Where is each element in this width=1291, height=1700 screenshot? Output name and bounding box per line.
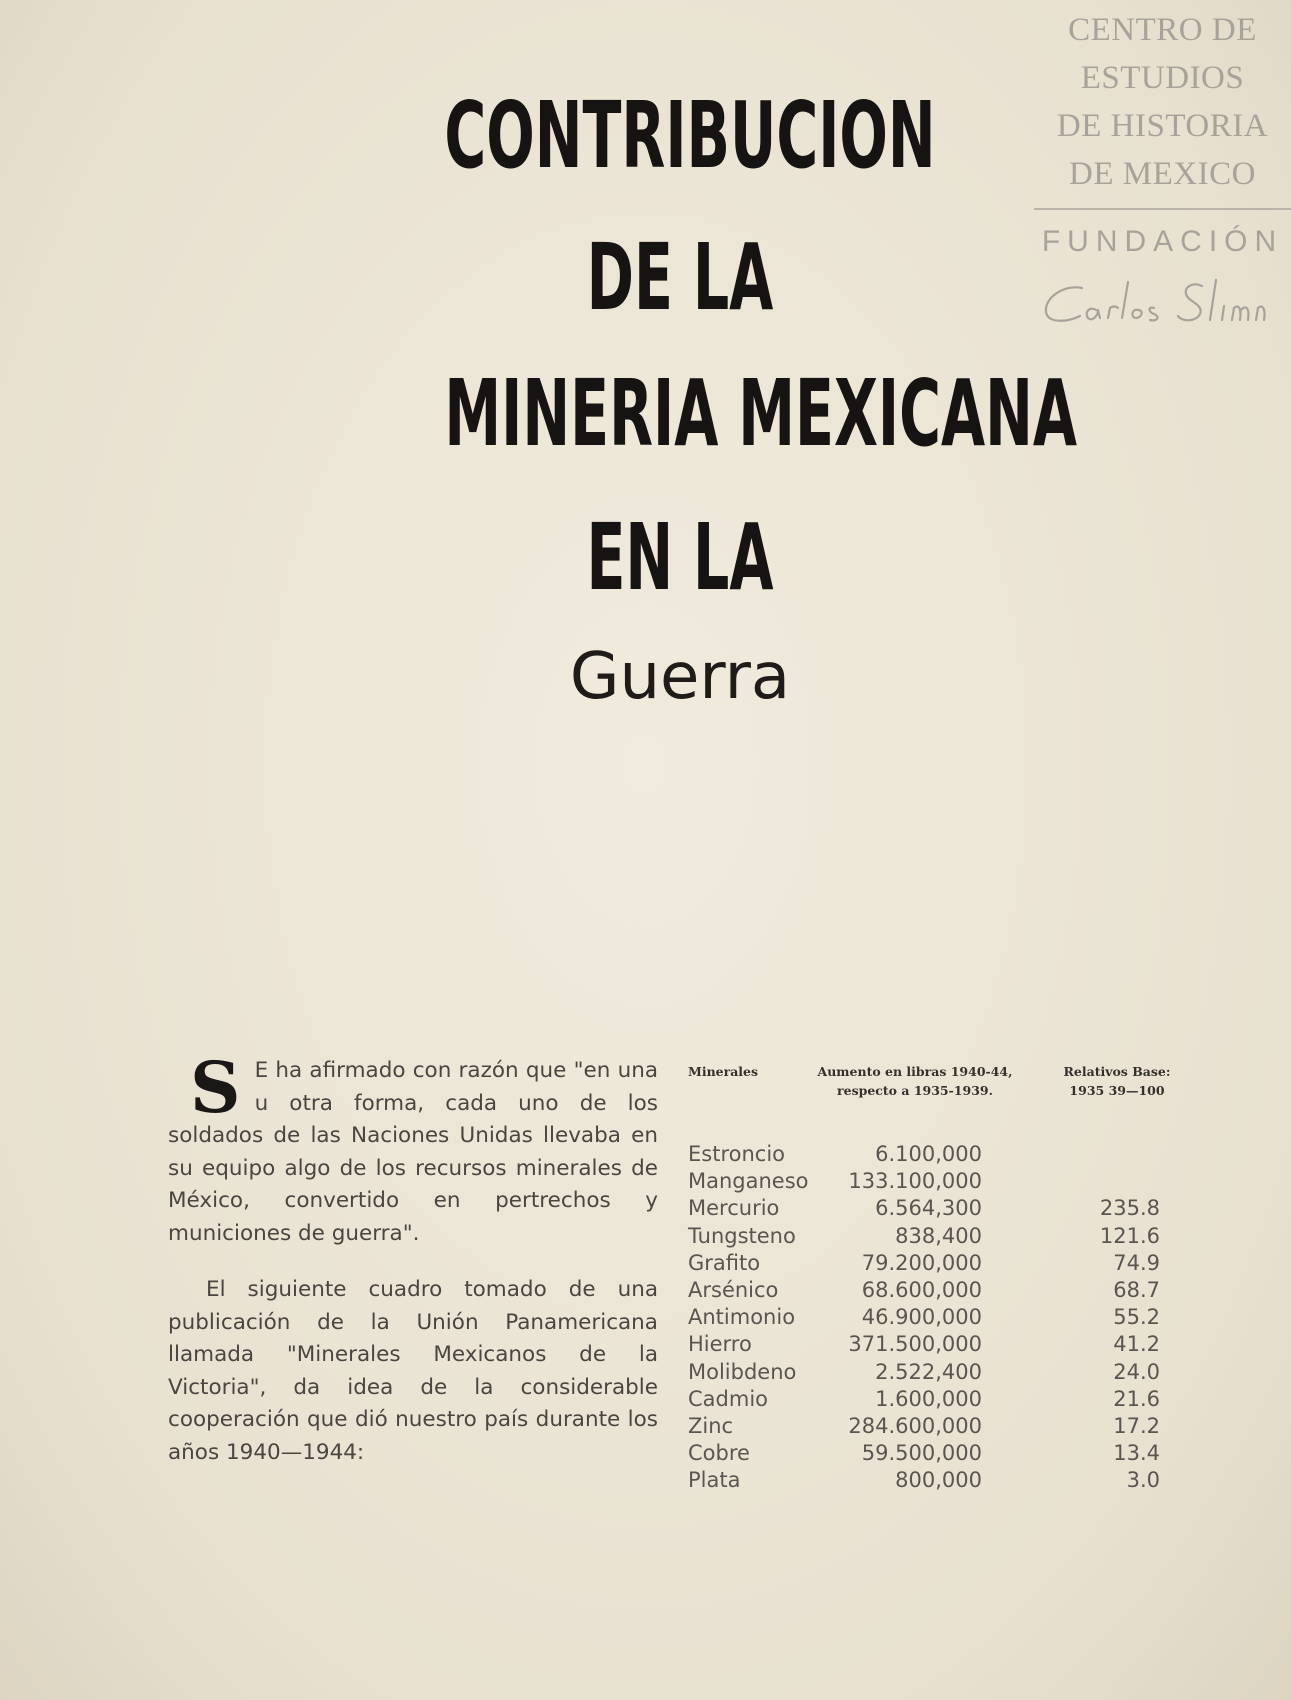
title-line-4: EN LA xyxy=(586,504,774,611)
watermark-fundacion: FUNDACIÓN xyxy=(1041,225,1284,258)
cell-mineral: Plata xyxy=(688,1468,741,1493)
table-row xyxy=(688,1468,1178,1495)
cell-relativo: 121.6 xyxy=(1099,1223,1160,1248)
cell-mineral: Molibdeno xyxy=(688,1359,797,1384)
table-row xyxy=(688,1142,1178,1169)
table-row xyxy=(688,1305,1178,1332)
cell-mineral: Zinc xyxy=(688,1413,734,1438)
cell-aumento: 2.522,400 xyxy=(875,1359,982,1384)
cell-aumento: 371.500,000 xyxy=(848,1332,982,1357)
table-row xyxy=(688,1224,1178,1251)
table-row xyxy=(688,1169,1178,1196)
title-line-2: DE LA xyxy=(586,224,774,331)
cell-mineral: Arsénico xyxy=(688,1277,779,1302)
title-line-1: CONTRIBUCION xyxy=(444,82,936,189)
watermark-line: ESTUDIOS xyxy=(1080,60,1245,96)
minerals-table xyxy=(688,1062,1178,1512)
table-row xyxy=(688,1278,1178,1305)
cell-aumento: 6.564,300 xyxy=(875,1196,982,1221)
watermark xyxy=(1034,6,1291,326)
cell-aumento: 46.900,000 xyxy=(861,1305,982,1330)
title-line-3: MINERIA MEXICANA xyxy=(444,360,1078,467)
cell-relativo: 41.2 xyxy=(1113,1332,1160,1357)
paragraph-1-text: E ha afirmado con razón que "en una u otra forma, cada uno de los soldados de las Naciones Unidas llevaba en su equipo algo de los recursos minerales de México, convertido en pertrechos y municiones de guerra". xyxy=(168,1058,658,1246)
cell-relativo: 13.4 xyxy=(1113,1441,1160,1466)
table-row xyxy=(688,1387,1178,1414)
cell-aumento: 79.200,000 xyxy=(861,1250,982,1275)
table-row xyxy=(688,1414,1178,1441)
cell-mineral: Manganeso xyxy=(688,1169,809,1194)
cell-aumento: 68.600,000 xyxy=(861,1277,982,1302)
watermark-line: DE HISTORIA xyxy=(1056,108,1269,144)
table-row xyxy=(688,1441,1178,1468)
cell-aumento: 800,000 xyxy=(895,1468,982,1493)
cell-mineral: Cadmio xyxy=(688,1386,769,1411)
title-guerra: Guerra xyxy=(569,640,791,714)
watermark-line: CENTRO DE xyxy=(1068,12,1257,48)
cell-mineral: Mercurio xyxy=(688,1196,780,1221)
article-body xyxy=(168,1046,658,1469)
cell-aumento: 59.500,000 xyxy=(861,1441,982,1466)
cell-relativo: 21.6 xyxy=(1113,1386,1160,1411)
header-relativos: Relativos Base: 1935 39—100 xyxy=(1063,1064,1171,1098)
paragraph-2: El siguiente cuadro tomado de una publicación de la Unión Panamericana llamada "Minerales Mexicanos de la Victoria", da idea de la considerable cooperación que dió nuestro país durante los años 1940—1944: xyxy=(168,1277,658,1465)
drop-cap: S xyxy=(190,1046,241,1129)
header-minerales: Minerales xyxy=(688,1064,759,1079)
table-body xyxy=(688,1142,1178,1495)
cell-relativo: 68.7 xyxy=(1113,1277,1160,1302)
cell-aumento: 6.100,000 xyxy=(875,1142,982,1166)
watermark-line: DE MEXICO xyxy=(1069,156,1256,192)
cell-relativo: 3.0 xyxy=(1126,1468,1160,1493)
table-row xyxy=(688,1251,1178,1278)
table-row xyxy=(688,1360,1178,1387)
signature-logo xyxy=(1034,266,1291,336)
cell-relativo: 74.9 xyxy=(1113,1250,1160,1275)
cell-relativo: 55.2 xyxy=(1113,1305,1160,1330)
cell-mineral: Cobre xyxy=(688,1441,750,1466)
cell-relativo: 24.0 xyxy=(1113,1359,1160,1384)
cell-aumento: 284.600,000 xyxy=(848,1413,982,1438)
cell-mineral: Tungsteno xyxy=(688,1223,796,1248)
cell-relativo: 235.8 xyxy=(1099,1196,1160,1221)
paragraph-1 xyxy=(168,1046,658,1250)
table-row xyxy=(688,1196,1178,1223)
table-row xyxy=(688,1332,1178,1359)
cell-aumento: 133.100,000 xyxy=(848,1169,982,1194)
cell-mineral: Hierro xyxy=(688,1332,752,1357)
watermark-divider xyxy=(1034,208,1291,210)
cell-mineral: Grafito xyxy=(688,1250,761,1275)
cell-aumento: 1.600,000 xyxy=(875,1386,982,1411)
cell-aumento: 838,400 xyxy=(895,1223,982,1248)
cell-relativo: 17.2 xyxy=(1113,1413,1160,1438)
header-aumento: Aumento en libras 1940-44, respecto a 1935-1939. xyxy=(817,1064,1013,1098)
cell-mineral: Antimonio xyxy=(688,1305,796,1330)
cell-mineral: Estroncio xyxy=(688,1142,786,1166)
